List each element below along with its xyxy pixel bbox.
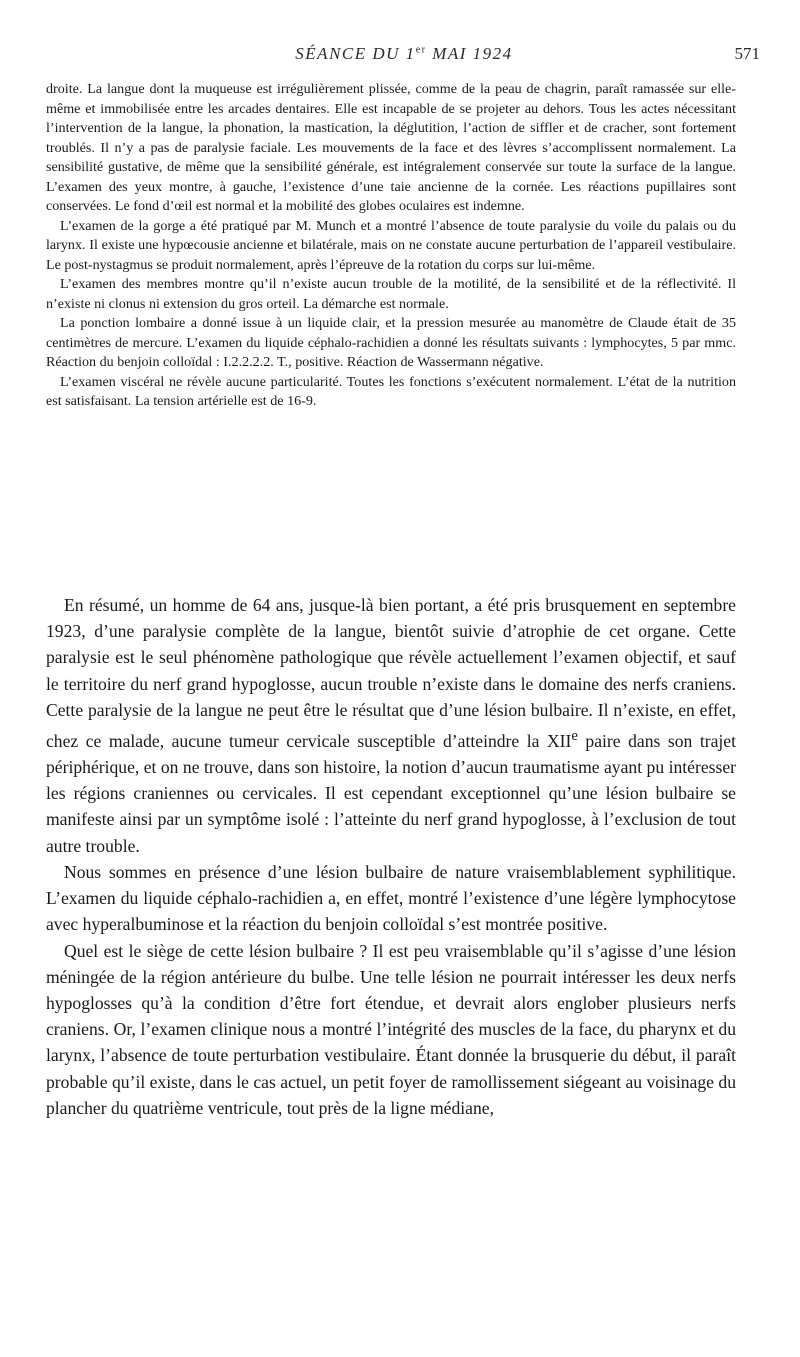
paragraph-tongue-exam: droite. La langue dont la muqueuse est irrégulièrement plissée, comme de la peau de chagrin, paraît ramassée sur elle-même et immobilisée entre les arcades dentaires. Elle est incapable de se projeter au dehors. Tous les actes nécessitant l’intervention de la langue, la phonation, la mastication, la déglutition, l’action de siffler et de cracher, sont fortement troublés. Il n’y a pas de paralysie faciale. Les mouvements de la face et des lèvres s’accomplissent normalement. La sensibilité gustative, de même que la sensibilité générale, est intégralement conservée sur toute la surface de la langue. L’examen des yeux montre, à gauche, l’existence d’une taie ancienne de la cornée. Les réactions pupillaires sont conservées. Le fond d’œil est normal et la mobilité des globes oculaires est indemne. — [46, 81, 736, 214]
running-head — [48, 44, 760, 70]
case-report-block — [46, 80, 736, 412]
running-head-title-main: SÉANCE DU 1 — [295, 44, 416, 63]
page-number: 571 — [734, 44, 760, 63]
running-head-title-rest: MAI 1924 — [426, 44, 513, 63]
paragraph-throat-exam: L’examen de la gorge a été pratiqué par M. Munch et a montré l’absence de toute paralysie du voile du palais ou du larynx. Il existe une hypœcousie ancienne et bilatérale, mais on ne constate aucune perturbation de l’appareil vestibulaire. Le post-nystagmus se produit normalement, après l’épreuve de la rotation du corps sur lui-même. — [46, 217, 736, 273]
paragraph-lumbar-puncture: La ponction lombaire a donné issue à un liquide clair, et la pression mesurée au manomètre de Claude était de 35 centimètres de mercure. L’examen du liquide céphalo-rachidien a donné les résultats suivants : lymphocytes, 5 par mmc. Réaction du benjoin colloïdal : I.2.2.2.2. T., positive. Réaction de Wassermann négative. — [46, 315, 736, 370]
paragraph-visceral-exam: L’examen viscéral ne révèle aucune particularité. Toutes les fonctions s’exécutent normalement. L’état de la nutrition est satisfaisant. La tension artérielle est de 16-9. — [46, 373, 736, 409]
summary-text-part-2: paire dans son trajet périphérique, et on ne trouve, dans son histoire, la notion d’aucun traumatisme ayant pu intéresser les régions craniennes ou cervicales. Il est cependant exceptionnel qu’une lésion bulbaire se manifeste ainsi par un symptôme isolé : l’atteinte du nerf grand hypoglosse, à l’exclusion de tout autre trouble. — [46, 730, 736, 856]
paragraph-lesion-site: Quel est le siège de cette lésion bulbaire ? Il est peu vraisemblable qu’il s’agisse d’une lésion méningée de la région antérieure du bulbe. Une telle lésion ne pourrait intéresser les deux nerfs hypoglosses qu’à la condition d’être fort étendue, et devrait alors englober plusieurs nerfs craniens. Or, l’examen clinique nous a montré l’intégrité des muscles de la face, du pharynx et du larynx, l’absence de toute perturbation vestibulaire. Étant donnée la brusquerie du début, il paraît probable qu’il existe, dans le cas actuel, un petit foyer de ramollissement siégeant au voisinage du plancher du quatrième ventricule, tout près de la ligne médiane, — [46, 940, 736, 1118]
summary-text-part-1: En résumé, un homme de 64 ans, jusque-là bien portant, a été pris brusquement en septembre 1923, d’une paralysie complète de la langue, bientôt suivie d’atrophie de cet organe. Cette paralysie est le seul phénomène pathologique que révèle actuellement l’examen objectif, et sauf le territoire du nerf grand hypoglosse, aucun trouble n’existe dans le domaine des nerfs craniens. Cette paralysie de la langue ne peut être le résultat que d’une lésion bulbaire. Il n’existe, en effet, chez ce malade, aucune tumeur cervicale susceptible d’atteindre la XII — [46, 595, 736, 751]
running-head-title-sup: er — [415, 44, 427, 56]
discussion-block — [46, 592, 736, 1121]
paragraph-summary — [46, 592, 736, 859]
paragraph-limbs-exam: L’examen des membres montre qu’il n’existe aucun trouble de la motilité, de la sensibilité et de la réflectivité. Il n’existe ni clonus ni extension du gros orteil. La démarche est normale. — [46, 276, 736, 312]
running-head-title — [48, 44, 760, 64]
paragraph-syphilitic-lesion: Nous sommes en présence d’une lésion bulbaire de nature vraisemblablement syphilitique. L’examen du liquide céphalo-rachidien a, en effet, montré l’existence d’une légère lymphocytose avec hyperalbuminose et la réaction du benjoin colloïdal s’est montrée positive. — [46, 861, 736, 935]
summary-superscript: e — [571, 728, 578, 745]
